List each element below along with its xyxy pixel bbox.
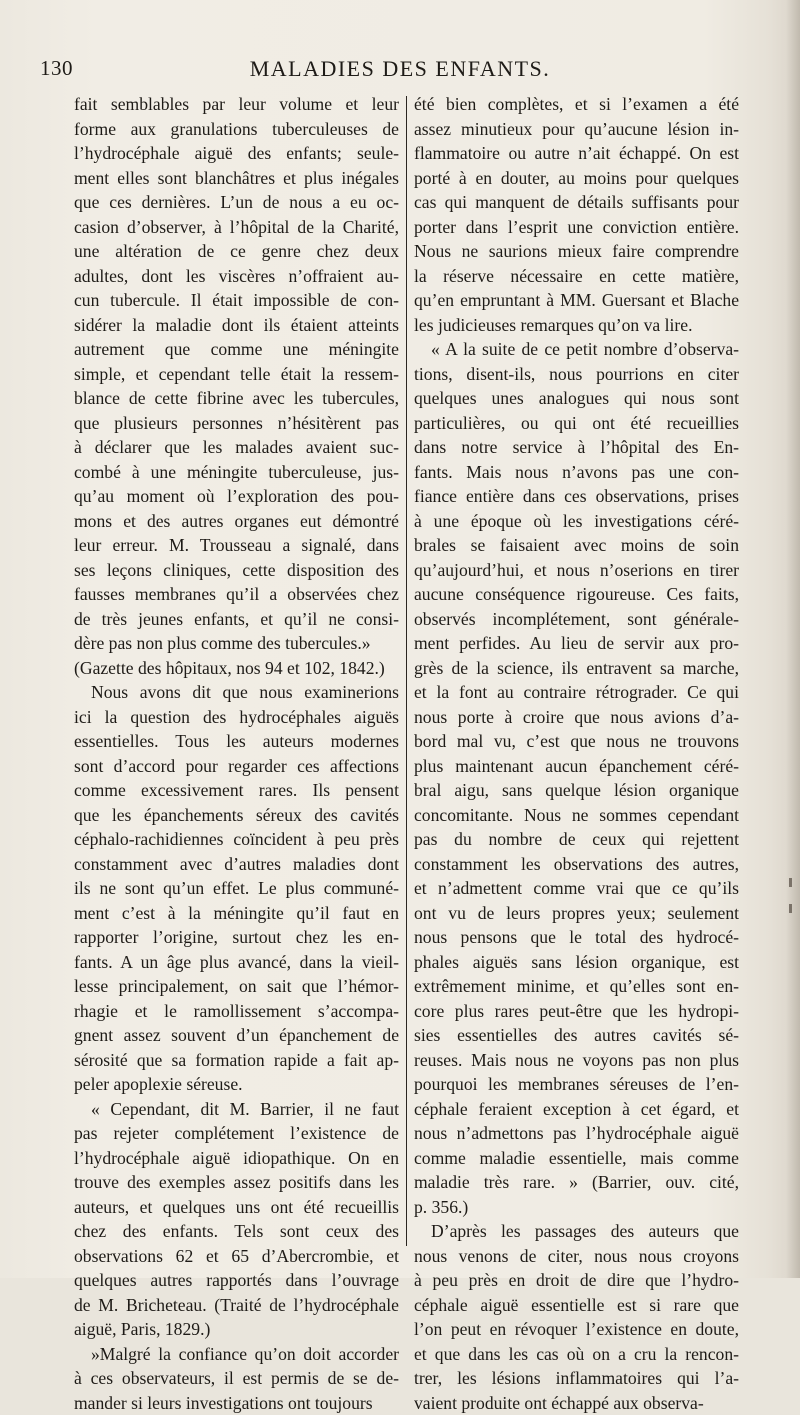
text-line: une altération de ce genre chez deux [74,239,399,264]
text-line: bord mal vu, c’est que nous ne trouvons [414,729,739,754]
text-line: nous porte à croire que nous avions d’a- [414,705,739,730]
text-line: et la font au contraire rétrograder. Ce qui [414,680,739,705]
text-line: nous venons de citer, nous nous croyons [414,1244,739,1269]
text-line: pourquoi les membranes séreuses de l’en- [414,1072,739,1097]
text-line: les judicieuses remarques qu’on va lire. [414,313,739,338]
text-line: phales aiguës sans lésion organique, est [414,950,739,975]
text-line: rhagie et le ramollissement s’accompa- [74,999,399,1024]
text-line: ment elles sont blanchâtres et plus inégales [74,166,399,191]
text-line: »Malgré la confiance qu’on doit accorder [74,1342,399,1367]
text-line: à peu près en droit de dire que l’hydro- [414,1268,739,1293]
text-line: nous pensons que le total des hydrocé- [414,925,739,950]
text-line: flammatoire ou autre n’ait échappé. On est [414,141,739,166]
text-line: sont d’accord pour regarder ces affections [74,754,399,779]
text-line: aiguë, Paris, 1829.) [74,1317,399,1342]
text-line: sidérer la maladie dont ils étaient atteints [74,313,399,338]
text-line: trer, les lésions inflammatoires qui l’a- [414,1366,739,1391]
text-line: grès de la science, ils entravent sa marche, [414,656,739,681]
text-line: fants. A un âge plus avancé, dans la vieil- [74,950,399,975]
text-line: trouve des exemples assez positifs dans les [74,1170,399,1195]
text-line: maladie très rare. » (Barrier, ouv. cité, [414,1170,739,1195]
page-number: 130 [40,56,73,81]
text-line: comme maladie essentielle, mais comme [414,1146,739,1171]
right-column [414,92,739,1415]
text-line: concomitante. Nous ne sommes cependant [414,803,739,828]
text-line: ment perfides. Au lieu de servir aux pro- [414,631,739,656]
text-line: l’hydrocéphale aiguë idiopathique. On en [74,1146,399,1171]
text-line: « A la suite de ce petit nombre d’observa- [414,337,739,362]
text-line: ses leçons cliniques, cette disposition des [74,558,399,583]
text-line: autrement que comme une méningite [74,337,399,362]
text-line: plus maintenant aucun épanchement céré- [414,754,739,779]
text-line: bral aigu, sans quelque lésion organique [414,778,739,803]
text-line: l’hydrocéphale aiguë des enfants; seule- [74,141,399,166]
text-line: tions, disent-ils, nous pourrions en citer [414,362,739,387]
text-line: qu’en empruntant à MM. Guersant et Blache [414,288,739,313]
text-line: nous n’admettons pas l’hydrocéphale aiguë [414,1121,739,1146]
column-divider [406,96,407,1246]
text-line: et que dans les cas où on a cru la rencon- [414,1342,739,1367]
text-line: peler apoplexie séreuse. [74,1072,399,1097]
text-line: fiance entière dans ces observations, prises [414,484,739,509]
text-line: constamment avec d’autres maladies dont [74,852,399,877]
text-line: leur erreur. M. Trousseau a signalé, dans [74,533,399,558]
text-line: cas qui manquent de détails suffisants pour [414,190,739,215]
text-line: forme aux granulations tuberculeuses de [74,117,399,142]
text-line: à une époque où les investigations céré- [414,509,739,534]
text-line: observations 62 et 65 d’Abercrombie, et [74,1244,399,1269]
text-line: essentielles. Tous les auteurs modernes [74,729,399,754]
text-line: combé à une méningite tuberculeuse, jus- [74,460,399,485]
text-line: et n’admettent comme vrai que ce qu’ils [414,876,739,901]
text-line: (Gazette des hôpitaux, nos 94 et 102, 1842.) [74,656,399,681]
margin-mark [789,904,792,913]
text-line: brales se faisaient avec moins de soin [414,533,739,558]
text-line: gnent assez souvent d’un épanchement de [74,1023,399,1048]
text-line: « Cependant, dit M. Barrier, il ne faut [74,1097,399,1122]
text-line: casion d’observer, à l’hôpital de la Charité, [74,215,399,240]
text-line: rapporter l’origine, surtout chez les en- [74,925,399,950]
text-line: simple, et cependant telle était la ressem- [74,362,399,387]
text-line: fants. Mais nous n’avons pas une con- [414,460,739,485]
margin-mark [789,878,792,887]
text-line: que ces dernières. L’un de nous a eu oc- [74,190,399,215]
text-line: la réserve nécessaire en cette matière, [414,264,739,289]
text-line: été bien complètes, et si l’examen a été [414,92,739,117]
text-line: D’après les passages des auteurs que [414,1219,739,1244]
text-line: Nous ne saurions mieux faire comprendre [414,239,739,264]
text-line: porté à en douter, au moins pour quelques [414,166,739,191]
text-line: aucune conséquence rigoureuse. Ces faits, [414,582,739,607]
text-line: pas du nombre de ceux qui rejettent [414,827,739,852]
text-line: vaient produite ont échappé aux observa- [414,1391,739,1415]
text-line: core plus rares peut-être que les hydropi- [414,999,739,1024]
text-line: que les épanchements séreux des cavités [74,803,399,828]
text-line: ont vu de leurs propres yeux; seulement [414,901,739,926]
text-line: ils ne sont qu’un effet. Le plus communé- [74,876,399,901]
text-line: fausses membranes qu’il a observées chez [74,582,399,607]
text-line: constamment les observations des autres, [414,852,739,877]
text-line: extrêmement minime, et qu’elles sont en- [414,974,739,999]
text-line: particulières, ou qui ont été recueillies [414,411,739,436]
text-line: sies essentielles des autres cavités sé- [414,1023,739,1048]
text-line: assez minutieux pour qu’aucune lésion in- [414,117,739,142]
page-gutter-shadow [786,0,800,1278]
text-line: p. 356.) [414,1195,739,1220]
text-line: sérosité que sa formation rapide a fait ap- [74,1048,399,1073]
text-line: chez des enfants. Tels sont ceux des [74,1219,399,1244]
text-line: qu’au moment où l’exploration des pou- [74,484,399,509]
text-line: dans notre service à l’hôpital des En- [414,435,739,460]
text-line: quelques autres rapportés dans l’ouvrage [74,1268,399,1293]
text-line: lesse principalement, on sait que l’hémor- [74,974,399,999]
text-line: à ces observateurs, il est permis de se de- [74,1366,399,1391]
text-line: céphalo-rachidiennes coïncident à peu près [74,827,399,852]
text-line: l’on peut en révoquer l’existence en doute, [414,1317,739,1342]
text-line: quelques unes analogues qui nous sont [414,386,739,411]
text-line: de M. Bricheteau. (Traité de l’hydrocéphale [74,1293,399,1318]
text-line: ici la question des hydrocéphales aiguës [74,705,399,730]
text-line: porter dans l’esprit une conviction entière. [414,215,739,240]
text-line: céphale aiguë essentielle est si rare que [414,1293,739,1318]
text-line: dère pas non plus comme des tubercules.» [74,631,399,656]
text-line: cun tubercule. Il était impossible de con- [74,288,399,313]
text-line: céphale feraient exception à cet égard, et [414,1097,739,1122]
text-line: Nous avons dit que nous examinerions [74,680,399,705]
text-line: à déclarer que les malades avaient suc- [74,435,399,460]
text-line: que plusieurs personnes n’hésitèrent pas [74,411,399,436]
page-header [40,56,760,90]
text-line: mander si leurs investigations ont toujours [74,1391,399,1415]
text-line: mons et des autres organes eut démontré [74,509,399,534]
text-line: qu’aujourd’hui, et nous n’oserions en tirer [414,558,739,583]
text-line: reuses. Mais nous ne voyons pas non plus [414,1048,739,1073]
text-line: fait semblables par leur volume et leur [74,92,399,117]
text-line: adultes, dont les viscères n’offraient au- [74,264,399,289]
text-line: observés incomplétement, sont générale- [414,607,739,632]
left-column [74,92,399,1415]
text-line: auteurs, et quelques uns ont été recueillis [74,1195,399,1220]
text-line: comme excessivement rares. Ils pensent [74,778,399,803]
running-head: MALADIES DES ENFANTS. [40,56,760,82]
text-line: ment c’est à la méningite qu’il faut en [74,901,399,926]
text-line: pas rejeter complétement l’existence de [74,1121,399,1146]
text-line: blance de cette fibrine avec les tubercules, [74,386,399,411]
text-line: de très jeunes enfants, et qu’il ne consi- [74,607,399,632]
